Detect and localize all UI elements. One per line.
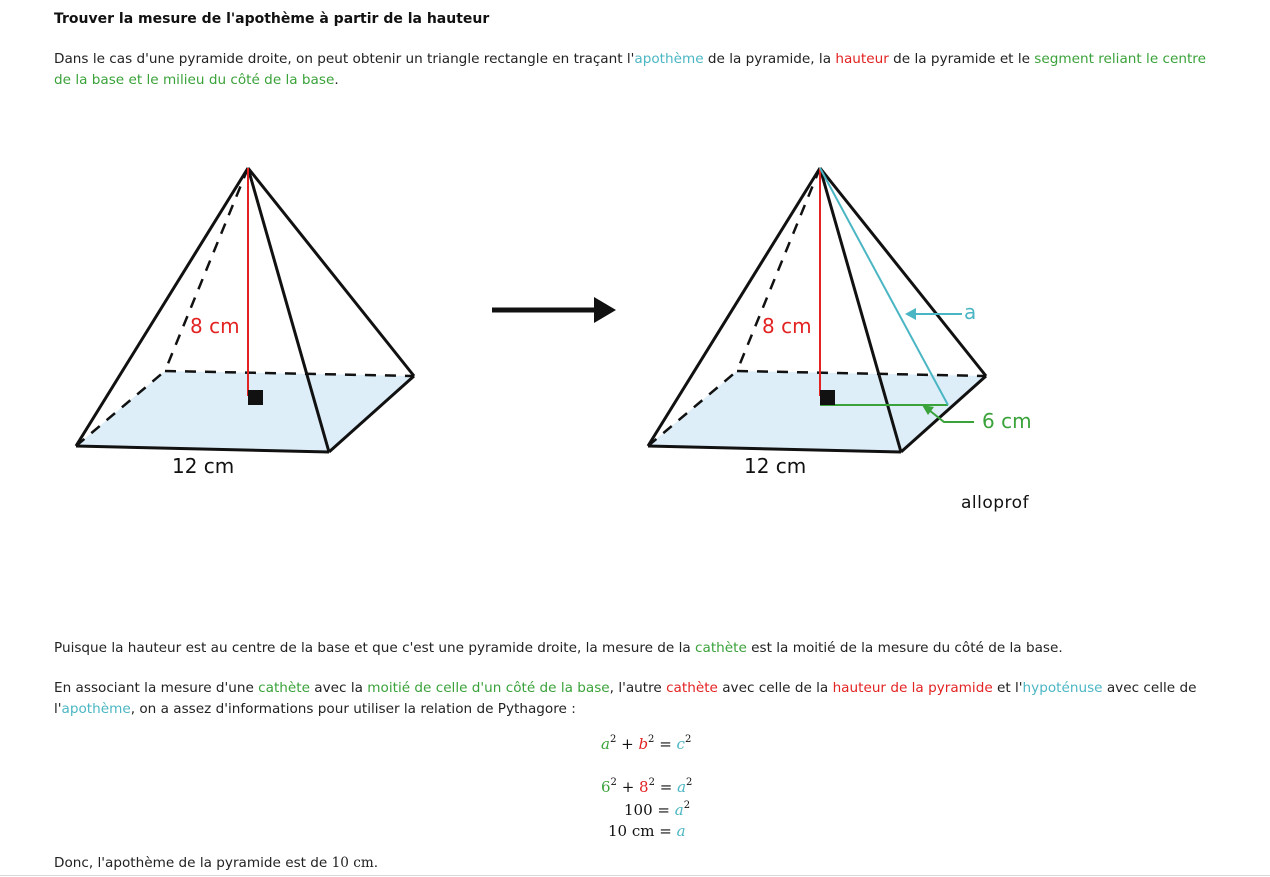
conclusion-paragraph bbox=[54, 855, 378, 871]
p3-text-5: et l' bbox=[992, 680, 1023, 696]
intro-hauteur-term: hauteur bbox=[835, 51, 889, 67]
bottom-divider bbox=[0, 875, 1270, 876]
left-base-fill bbox=[76, 371, 414, 452]
p3-apotheme-term: apothème bbox=[61, 701, 131, 717]
intro-text-1: Dans le cas d'une pyramide droite, on peut obtenir un triangle rectangle en traçant l' bbox=[54, 51, 635, 67]
left-right-angle-marker bbox=[248, 390, 263, 405]
right-hidden-edge bbox=[737, 168, 820, 371]
p3-text-3: , l'autre bbox=[609, 680, 667, 696]
eq1-equals: = bbox=[654, 735, 677, 753]
apotheme-callout-arrow-icon bbox=[905, 308, 916, 320]
pythagore-paragraph bbox=[54, 678, 1224, 720]
eq1-b: b bbox=[638, 735, 649, 753]
p3-hauteur-term: hauteur de la pyramide bbox=[832, 680, 993, 696]
right-pyramid bbox=[648, 168, 1032, 478]
intro-text-4: . bbox=[334, 72, 339, 88]
eq2-eight: 8 bbox=[639, 778, 649, 796]
apotheme-line bbox=[820, 168, 948, 405]
right-base-label: 12 cm bbox=[744, 454, 807, 478]
explanation-paragraph bbox=[54, 638, 1224, 659]
intro-apotheme-term: apothème bbox=[634, 51, 704, 67]
intro-text-2: de la pyramide, la bbox=[703, 51, 836, 67]
conclusion-value: 10 cm bbox=[331, 855, 374, 871]
eq3-equals: = bbox=[652, 801, 675, 819]
eq1-exp-3: 2 bbox=[684, 734, 692, 745]
p2-cathete-term: cathète bbox=[695, 640, 747, 656]
eq2-plus: + bbox=[616, 778, 640, 796]
p2-text-2: est la moitié de la mesure du côté de la base. bbox=[746, 640, 1063, 656]
eq4-a: a bbox=[676, 822, 686, 840]
right-height-label: 8 cm bbox=[762, 314, 812, 338]
transition-arrow bbox=[492, 297, 616, 323]
eq2-a: a bbox=[677, 778, 687, 796]
alloprof-logo: alloprof bbox=[961, 493, 1030, 513]
p3-hypotenuse-term: hypoténuse bbox=[1022, 680, 1103, 696]
intro-text-3: de la pyramide et le bbox=[888, 51, 1035, 67]
p3-text-7: , on a assez d'informations pour utiliser la relation de Pythagore : bbox=[130, 701, 576, 717]
pythagore-formula bbox=[601, 735, 691, 753]
half-side-label: 6 cm bbox=[982, 409, 1032, 433]
eq4-ten-cm: 10 cm bbox=[608, 822, 655, 840]
eq3-hundred: 100 bbox=[624, 801, 653, 819]
eq4-equals: = bbox=[654, 822, 677, 840]
left-height-label: 8 cm bbox=[190, 314, 240, 338]
right-right-angle-marker bbox=[820, 390, 835, 405]
eq3-exp: 2 bbox=[683, 800, 691, 811]
eq1-c: c bbox=[676, 735, 685, 753]
p3-text-6: avec celle de l' bbox=[54, 680, 1197, 717]
p3-cathete2-term: cathète bbox=[666, 680, 718, 696]
p3-cathete1-term: cathète bbox=[258, 680, 310, 696]
pyramid-figure bbox=[0, 110, 1270, 530]
intro-paragraph bbox=[54, 49, 1224, 91]
eq2-exp-1: 2 bbox=[610, 777, 617, 788]
result-equation bbox=[608, 822, 686, 840]
arrow-head bbox=[594, 297, 616, 323]
eq3-a: a bbox=[674, 801, 684, 819]
eq2-exp-3: 2 bbox=[686, 777, 693, 788]
eq1-exp-2: 2 bbox=[648, 734, 655, 745]
substitution-equation bbox=[601, 778, 692, 796]
p3-text-2: avec la bbox=[309, 680, 368, 696]
left-edge-3 bbox=[248, 168, 414, 376]
eq2-equals: = bbox=[654, 778, 678, 796]
p3-text-4: avec celle de la bbox=[717, 680, 833, 696]
conclusion-text-1: Donc, l'apothème de la pyramide est de bbox=[54, 855, 332, 871]
left-hidden-edge bbox=[165, 168, 248, 371]
eq1-a: a bbox=[601, 735, 610, 753]
p3-text-1: En associant la mesure d'une bbox=[54, 680, 259, 696]
conclusion-text-2: . bbox=[373, 855, 379, 871]
intro-segment-term: segment reliant le centre de la base et le milieu du côté de la base bbox=[54, 51, 1206, 88]
apotheme-label: a bbox=[964, 300, 977, 324]
left-pyramid bbox=[76, 168, 414, 478]
eq1-exp-1: 2 bbox=[609, 734, 617, 745]
p2-text-1: Puisque la hauteur est au centre de la base et que c'est une pyramide droite, la mesure de la bbox=[54, 640, 696, 656]
p3-moitie-term: moitié de celle d'un côté de la base bbox=[367, 680, 610, 696]
eq2-exp-2: 2 bbox=[648, 777, 655, 788]
eq2-six: 6 bbox=[601, 778, 611, 796]
right-edge-3 bbox=[820, 168, 986, 376]
eq1-plus: + bbox=[616, 735, 639, 753]
left-base-label: 12 cm bbox=[172, 454, 235, 478]
sum-equation bbox=[624, 801, 690, 819]
section-heading: Trouver la mesure de l'apothème à partir de la hauteur bbox=[54, 11, 490, 27]
